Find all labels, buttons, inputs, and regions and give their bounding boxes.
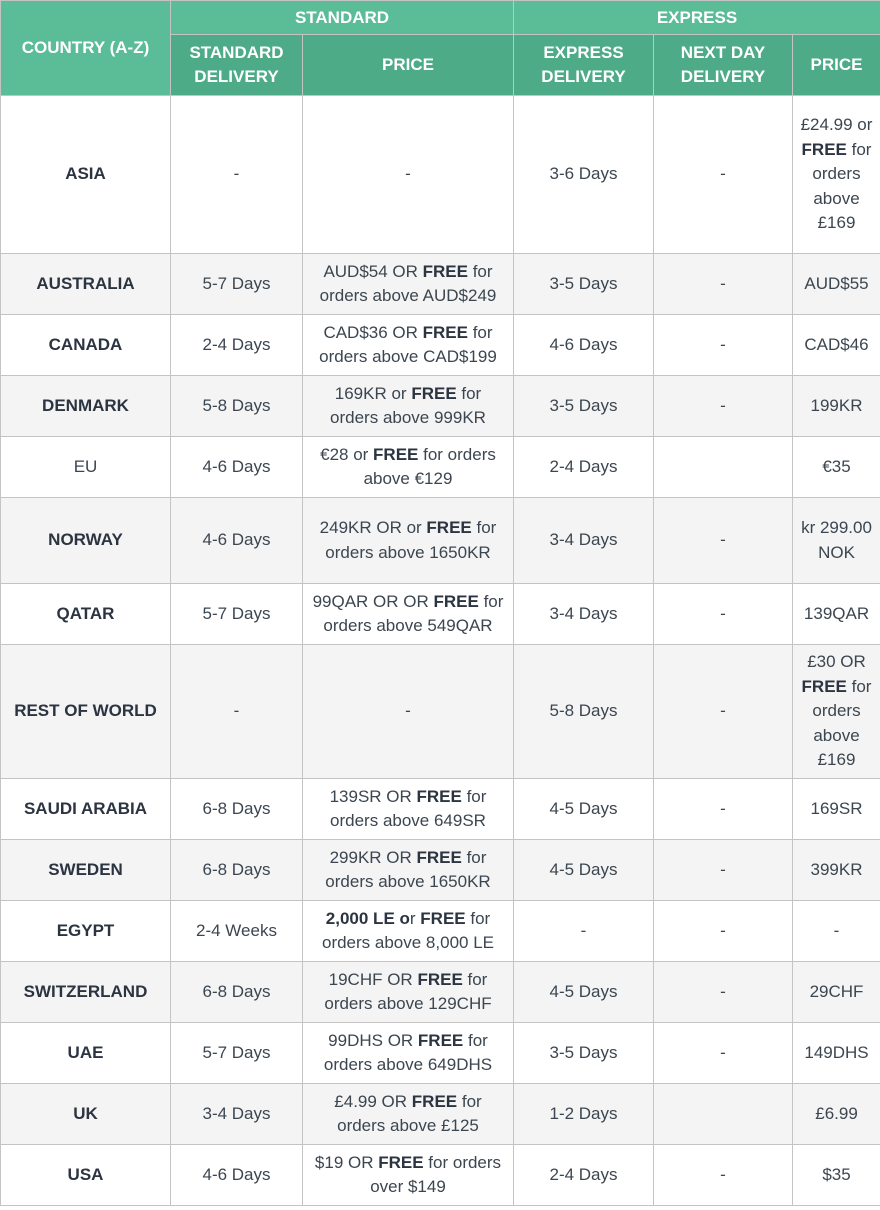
express-delivery-cell: 3-4 Days xyxy=(514,584,654,645)
express-delivery-cell: 1-2 Days xyxy=(514,1084,654,1145)
price-emphasis: FREE xyxy=(801,676,847,696)
table-body xyxy=(1,96,880,1206)
price-text: €28 or xyxy=(320,444,374,464)
price-emphasis: FREE xyxy=(378,1152,424,1172)
price-text: £4.99 OR xyxy=(334,1091,412,1111)
price-emphasis: FREE xyxy=(373,444,419,464)
price-text: 169SR xyxy=(810,798,863,818)
express-delivery-cell: 4-6 Days xyxy=(514,315,654,376)
price-emphasis: FREE xyxy=(417,969,463,989)
price-text: 249KR OR or xyxy=(319,518,427,538)
standard-price-cell xyxy=(303,1145,514,1206)
express-price-cell xyxy=(793,962,880,1023)
table-row xyxy=(1,1023,880,1084)
header-standard-price: PRICE xyxy=(303,35,514,96)
price-text: for orders over $149 xyxy=(370,1152,502,1196)
express-delivery-cell: 2-4 Days xyxy=(514,437,654,498)
price-text: for orders above £169 xyxy=(812,676,872,770)
country-cell: UAE xyxy=(1,1023,171,1084)
price-text: kr 299.00 NOK xyxy=(801,518,872,562)
header-standard-group: STANDARD xyxy=(171,1,514,35)
standard-price-cell xyxy=(303,901,514,962)
standard-delivery-cell: 2-4 Days xyxy=(171,315,303,376)
price-text: - xyxy=(405,701,411,721)
next-day-delivery-cell: - xyxy=(654,254,793,315)
price-text: for orders above 649SR xyxy=(330,786,487,830)
next-day-delivery-cell: - xyxy=(654,315,793,376)
country-cell: CANADA xyxy=(1,315,171,376)
table-row xyxy=(1,901,880,962)
next-day-delivery-cell: - xyxy=(654,376,793,437)
price-emphasis: FREE xyxy=(422,261,468,281)
table-row xyxy=(1,376,880,437)
price-emphasis: FREE xyxy=(417,1030,464,1050)
standard-delivery-cell: 4-6 Days xyxy=(171,437,303,498)
price-emphasis: FREE xyxy=(416,847,462,867)
country-cell: ASIA xyxy=(1,96,171,254)
express-delivery-cell: 3-5 Days xyxy=(514,1023,654,1084)
price-emphasis: FREE xyxy=(411,1091,458,1111)
express-delivery-cell: 3-5 Days xyxy=(514,254,654,315)
next-day-delivery-cell: - xyxy=(654,584,793,645)
table-row xyxy=(1,1084,880,1145)
price-text: 99QAR OR OR xyxy=(312,591,434,611)
standard-price-cell xyxy=(303,962,514,1023)
price-text: AUD$54 OR xyxy=(323,261,423,281)
table-row xyxy=(1,962,880,1023)
table-header xyxy=(1,1,880,96)
table-row xyxy=(1,779,880,840)
express-delivery-cell: 4-5 Days xyxy=(514,962,654,1023)
standard-delivery-cell: 5-8 Days xyxy=(171,376,303,437)
express-price-cell xyxy=(793,1145,880,1206)
standard-price-cell xyxy=(303,645,514,779)
express-delivery-cell: 3-5 Days xyxy=(514,376,654,437)
standard-delivery-cell: 4-6 Days xyxy=(171,498,303,584)
price-emphasis: FREE xyxy=(411,383,457,403)
header-express-delivery: EXPRESS DELIVERY xyxy=(514,35,654,96)
price-text: £24.99 or xyxy=(800,115,873,135)
country-cell: NORWAY xyxy=(1,498,171,584)
express-price-cell xyxy=(793,1084,880,1145)
price-text: 399KR xyxy=(810,859,863,879)
standard-delivery-cell: - xyxy=(171,645,303,779)
price-text: for orders above 129CHF xyxy=(324,969,492,1013)
header-standard-delivery: STANDARD DELIVERY xyxy=(171,35,303,96)
price-text: for orders above €129 xyxy=(363,444,496,488)
price-text: r xyxy=(409,908,421,928)
price-text: CAD$36 OR xyxy=(323,322,423,342)
price-emphasis: FREE xyxy=(801,139,847,159)
price-text: for orders above 1650KR xyxy=(325,847,491,891)
price-emphasis: FREE xyxy=(420,908,466,928)
country-cell: SWITZERLAND xyxy=(1,962,171,1023)
price-text: for orders above 1650KR xyxy=(325,518,497,562)
country-cell: AUSTRALIA xyxy=(1,254,171,315)
express-price-cell xyxy=(793,376,880,437)
table-row xyxy=(1,315,880,376)
price-text: for orders above 999KR xyxy=(330,383,486,427)
price-text: £6.99 xyxy=(815,1103,858,1123)
express-delivery-cell: 4-5 Days xyxy=(514,779,654,840)
price-text: for orders above £169 xyxy=(812,139,872,233)
express-price-cell xyxy=(793,584,880,645)
price-text: 19CHF OR xyxy=(328,969,418,989)
table-row xyxy=(1,840,880,901)
express-price-cell xyxy=(793,779,880,840)
next-day-delivery-cell xyxy=(654,1084,793,1145)
price-emphasis: FREE xyxy=(426,518,472,538)
table-row xyxy=(1,437,880,498)
standard-price-cell xyxy=(303,498,514,584)
standard-delivery-cell: 6-8 Days xyxy=(171,840,303,901)
country-cell: USA xyxy=(1,1145,171,1206)
price-text: 99DHS OR xyxy=(328,1030,418,1050)
next-day-delivery-cell xyxy=(654,437,793,498)
standard-price-cell xyxy=(303,437,514,498)
next-day-delivery-cell: - xyxy=(654,779,793,840)
standard-delivery-cell: - xyxy=(171,96,303,254)
express-delivery-cell: 3-6 Days xyxy=(514,96,654,254)
express-price-cell xyxy=(793,315,880,376)
price-text: £30 OR xyxy=(807,652,866,672)
standard-price-cell xyxy=(303,376,514,437)
price-text: - xyxy=(833,920,840,940)
country-cell: UK xyxy=(1,1084,171,1145)
price-text: AUD$55 xyxy=(804,273,869,293)
price-emphasis: FREE xyxy=(416,786,462,806)
standard-price-cell xyxy=(303,315,514,376)
price-text: $35 xyxy=(822,1164,851,1184)
standard-delivery-cell: 5-7 Days xyxy=(171,584,303,645)
next-day-delivery-cell: - xyxy=(654,962,793,1023)
standard-delivery-cell: 6-8 Days xyxy=(171,962,303,1023)
express-price-cell xyxy=(793,1023,880,1084)
price-text: 139SR OR xyxy=(329,786,417,806)
next-day-delivery-cell: - xyxy=(654,645,793,779)
price-text: for orders above £125 xyxy=(337,1091,482,1135)
express-delivery-cell: 5-8 Days xyxy=(514,645,654,779)
standard-delivery-cell: 5-7 Days xyxy=(171,254,303,315)
express-delivery-cell: 4-5 Days xyxy=(514,840,654,901)
standard-delivery-cell: 6-8 Days xyxy=(171,779,303,840)
country-cell: EGYPT xyxy=(1,901,171,962)
standard-price-cell xyxy=(303,584,514,645)
price-text: for orders above AUD$249 xyxy=(319,261,497,305)
table-row xyxy=(1,1145,880,1206)
price-text: 149DHS xyxy=(804,1042,869,1062)
standard-price-cell xyxy=(303,1023,514,1084)
table-row xyxy=(1,254,880,315)
price-emphasis: FREE xyxy=(422,322,468,342)
header-express-group: EXPRESS xyxy=(514,1,880,35)
next-day-delivery-cell: - xyxy=(654,1145,793,1206)
country-cell: SAUDI ARABIA xyxy=(1,779,171,840)
standard-delivery-cell: 3-4 Days xyxy=(171,1084,303,1145)
table-row xyxy=(1,498,880,584)
standard-price-cell xyxy=(303,1084,514,1145)
next-day-delivery-cell: - xyxy=(654,96,793,254)
express-price-cell xyxy=(793,901,880,962)
header-express-price: PRICE xyxy=(793,35,880,96)
table-row xyxy=(1,645,880,779)
express-price-cell xyxy=(793,437,880,498)
price-emphasis: FREE xyxy=(433,591,479,611)
price-text: CAD$46 xyxy=(804,334,869,354)
price-text: 199KR xyxy=(810,395,863,415)
standard-price-cell xyxy=(303,840,514,901)
standard-delivery-cell: 4-6 Days xyxy=(171,1145,303,1206)
country-cell: REST OF WORLD xyxy=(1,645,171,779)
table-row xyxy=(1,584,880,645)
price-text: €35 xyxy=(822,456,851,476)
country-cell: QATAR xyxy=(1,584,171,645)
next-day-delivery-cell: - xyxy=(654,840,793,901)
standard-delivery-cell: 2-4 Weeks xyxy=(171,901,303,962)
next-day-delivery-cell: - xyxy=(654,1023,793,1084)
country-cell: SWEDEN xyxy=(1,840,171,901)
express-price-cell xyxy=(793,645,880,779)
price-text: for orders above 8,000 LE xyxy=(321,908,494,952)
standard-price-cell xyxy=(303,779,514,840)
express-price-cell xyxy=(793,840,880,901)
next-day-delivery-cell: - xyxy=(654,498,793,584)
price-text: $19 OR xyxy=(314,1152,379,1172)
express-price-cell xyxy=(793,96,880,254)
price-emphasis: 2,000 LE o xyxy=(325,908,410,928)
price-text: - xyxy=(405,164,411,184)
next-day-delivery-cell: - xyxy=(654,901,793,962)
express-delivery-cell: - xyxy=(514,901,654,962)
table-row xyxy=(1,96,880,254)
standard-price-cell xyxy=(303,254,514,315)
price-text: 299KR OR xyxy=(329,847,417,867)
express-delivery-cell: 2-4 Days xyxy=(514,1145,654,1206)
price-text: for orders above CAD$199 xyxy=(319,322,497,366)
header-country: COUNTRY (A-Z) xyxy=(1,1,171,96)
price-text: for orders above 649DHS xyxy=(323,1030,493,1074)
country-cell: DENMARK xyxy=(1,376,171,437)
standard-delivery-cell: 5-7 Days xyxy=(171,1023,303,1084)
express-price-cell xyxy=(793,498,880,584)
price-text: 139QAR xyxy=(803,603,870,623)
express-price-cell xyxy=(793,254,880,315)
standard-price-cell xyxy=(303,96,514,254)
express-delivery-cell: 3-4 Days xyxy=(514,498,654,584)
header-next-day-delivery: NEXT DAY DELIVERY xyxy=(654,35,793,96)
price-text: 169KR or xyxy=(334,383,412,403)
price-text: for orders above 549QAR xyxy=(323,591,504,635)
price-text: 29CHF xyxy=(809,981,864,1001)
country-cell: EU xyxy=(1,437,171,498)
